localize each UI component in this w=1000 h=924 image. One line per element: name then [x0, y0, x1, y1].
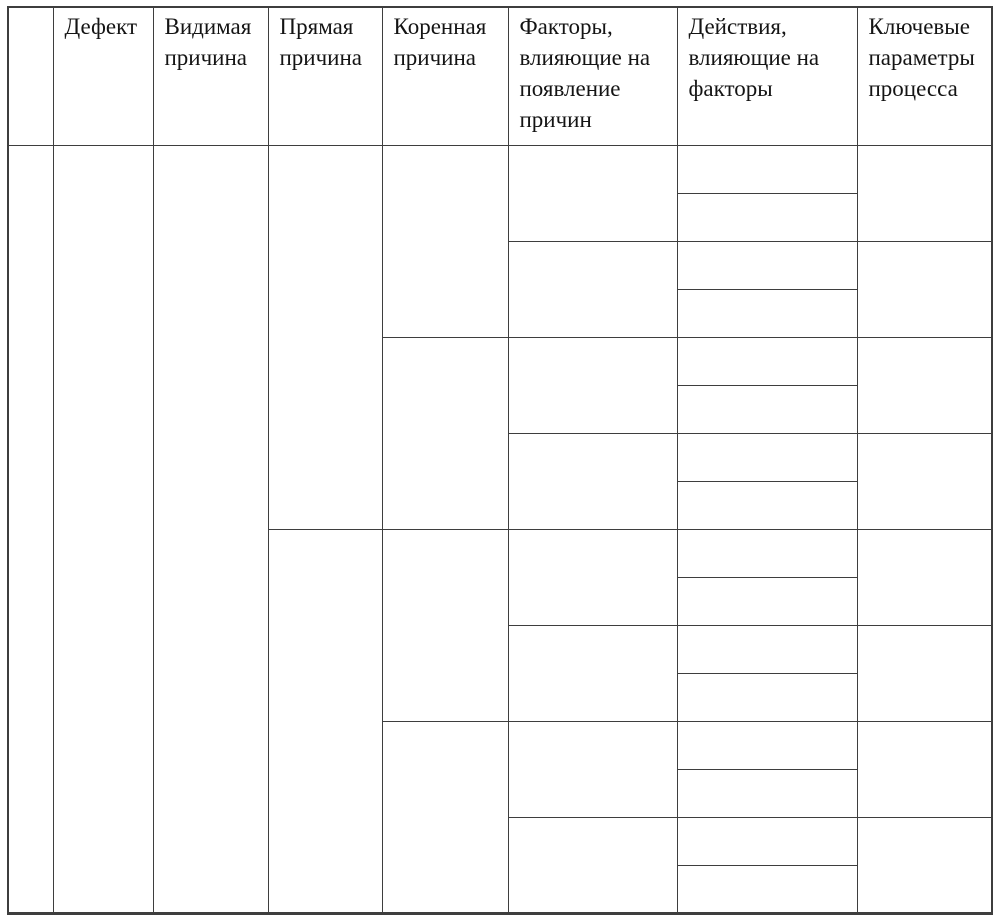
header-cell-visible-cause: Видимая причина	[153, 7, 268, 145]
cell-key-parameters-4	[857, 433, 992, 529]
cell-factor-4	[508, 433, 677, 529]
cell-action-16	[677, 865, 857, 913]
cell-action-5	[677, 337, 857, 385]
cell-root-cause-3	[382, 529, 508, 721]
header-cell-direct-cause: Прямая причина	[268, 7, 382, 145]
cell-key-parameters-2	[857, 241, 992, 337]
cell-factor-7	[508, 721, 677, 817]
cell-root-cause-1	[382, 145, 508, 337]
cell-number	[8, 145, 53, 913]
cell-key-parameters-1	[857, 145, 992, 241]
cell-direct-cause-1	[268, 145, 382, 529]
cell-factor-2	[508, 241, 677, 337]
cell-root-cause-4	[382, 721, 508, 913]
header-cell-root-cause: Коренная причина	[382, 7, 508, 145]
cell-defect	[53, 145, 153, 913]
cell-factor-6	[508, 625, 677, 721]
header-row	[8, 7, 992, 145]
cell-action-11	[677, 625, 857, 673]
cell-key-parameters-5	[857, 529, 992, 625]
cell-action-4	[677, 289, 857, 337]
cell-factor-8	[508, 817, 677, 913]
cell-action-3	[677, 241, 857, 289]
cell-root-cause-2	[382, 337, 508, 529]
rca-table	[7, 6, 993, 915]
cell-key-parameters-3	[857, 337, 992, 433]
cell-action-7	[677, 433, 857, 481]
header-cell-key-parameters: Ключевые параметры процесса	[857, 7, 992, 145]
cell-action-15	[677, 817, 857, 865]
header-cell-number	[8, 7, 53, 145]
header-cell-factors: Факторы, влияющие на появление причин	[508, 7, 677, 145]
cell-action-13	[677, 721, 857, 769]
cell-key-parameters-8	[857, 817, 992, 913]
cell-factor-3	[508, 337, 677, 433]
cell-action-12	[677, 673, 857, 721]
cell-factor-5	[508, 529, 677, 625]
cell-key-parameters-6	[857, 625, 992, 721]
cell-action-1	[677, 145, 857, 193]
cell-action-8	[677, 481, 857, 529]
table-row	[8, 145, 992, 193]
cell-direct-cause-2	[268, 529, 382, 913]
cell-action-9	[677, 529, 857, 577]
cell-visible-cause	[153, 145, 268, 913]
cell-factor-1	[508, 145, 677, 241]
cell-action-2	[677, 193, 857, 241]
cell-action-14	[677, 769, 857, 817]
cell-action-6	[677, 385, 857, 433]
cell-key-parameters-7	[857, 721, 992, 817]
header-cell-actions: Действия, влияющие на факторы	[677, 7, 857, 145]
cell-action-10	[677, 577, 857, 625]
header-cell-defect: Дефект	[53, 7, 153, 145]
